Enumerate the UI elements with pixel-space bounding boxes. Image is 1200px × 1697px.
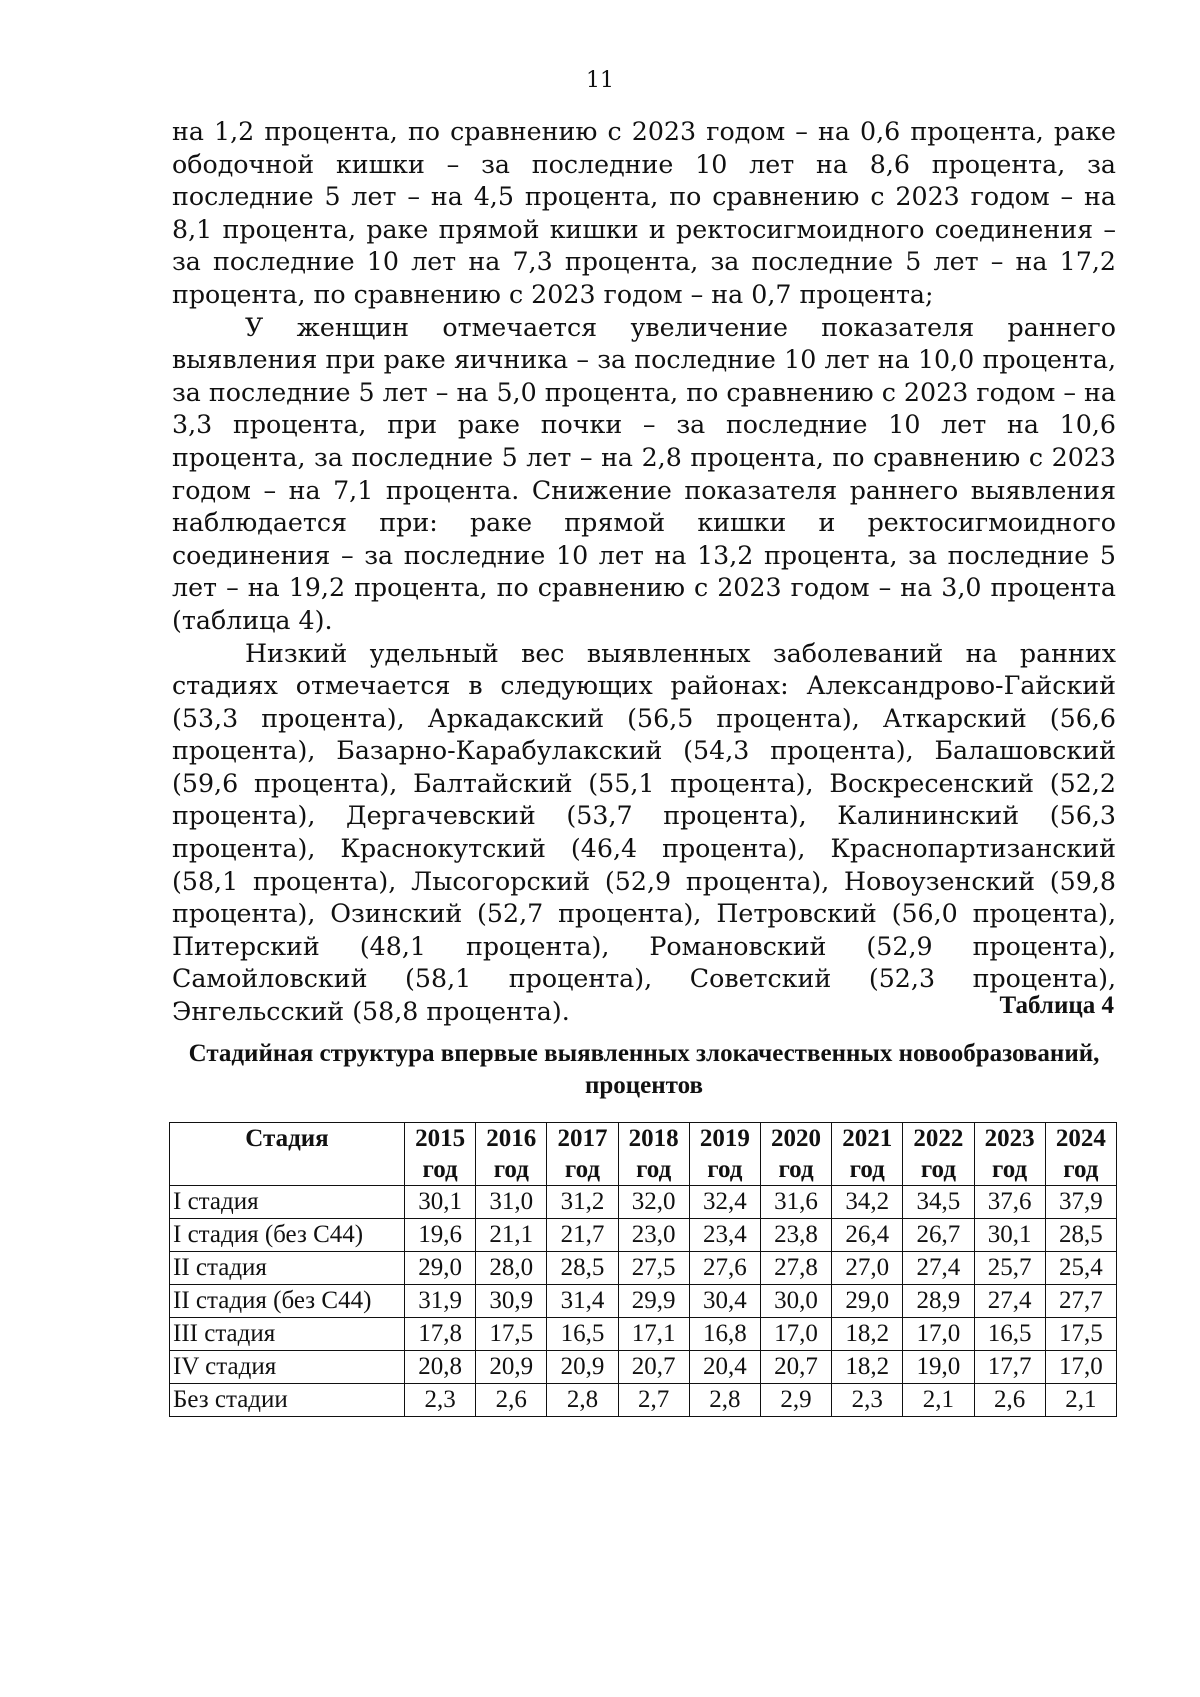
- table-row: [170, 1384, 1117, 1417]
- stage-label: I стадия (без С44): [170, 1219, 405, 1252]
- table-cell: 27,5: [618, 1252, 689, 1285]
- stage-label: I стадия: [170, 1186, 405, 1219]
- table-cell: 23,0: [618, 1219, 689, 1252]
- year-header-2020: [760, 1123, 831, 1186]
- year-header-2017: [547, 1123, 618, 1186]
- table-cell: 28,5: [547, 1252, 618, 1285]
- year-label: 2023: [984, 1125, 1035, 1152]
- stage-structure-table: [169, 1122, 1117, 1417]
- year-header-2019: [689, 1123, 760, 1186]
- table-cell: 16,5: [974, 1318, 1045, 1351]
- year-label: 2015: [415, 1125, 466, 1152]
- table-row: [170, 1252, 1117, 1285]
- year-suffix: год: [920, 1156, 956, 1183]
- paragraph-1: на 1,2 процента, по сравнению с 2023 годом – на 0,6 процента, раке ободочной кишки – за последние 10 лет на 8,6 процента, за последние 5 лет – на 4,5 процента, по сравнению с 2023 годом – на 8,1 процента, раке прямой кишки и ректосигмоидного соединения – за последние 10 лет на 7,3 процента, за последние 5 лет – на 17,2 процента, по сравнению с 2023 годом – на 0,7 процента;: [172, 117, 1116, 309]
- year-suffix: год: [707, 1156, 743, 1183]
- year-suffix: год: [778, 1156, 814, 1183]
- table-header-row: [170, 1123, 1117, 1186]
- table-cell: 30,0: [760, 1285, 831, 1318]
- year-label: 2022: [913, 1125, 964, 1152]
- table-cell: 20,9: [476, 1351, 547, 1384]
- table-cell: 20,7: [760, 1351, 831, 1384]
- table-cell: 2,6: [476, 1384, 547, 1417]
- table-cell: 2,1: [1045, 1384, 1116, 1417]
- year-suffix: год: [636, 1156, 672, 1183]
- table-cell: 2,3: [832, 1384, 903, 1417]
- table-cell: 23,8: [760, 1219, 831, 1252]
- table-cell: 17,8: [405, 1318, 476, 1351]
- stage-column-header: Стадия: [170, 1123, 405, 1186]
- table-cell: 31,0: [476, 1186, 547, 1219]
- table-cell: 27,4: [903, 1252, 974, 1285]
- paragraph-3: Низкий удельный вес выявленных заболеваний на ранних стадиях отмечается в следующих районах: Александрово-Гайский (53,3 процента), Аркадакский (56,5 процента), Аткарский (56,6 процента), Базарно-Карабулакский (54,3 процента), Балашовский (59,6 процента), Балтайский (55,1 процента), Воскресенский (52,2 процента), Дергачевский (53,7 процента), Калининский (56,3 процента), Краснокутский (46,4 процента), Краснопартизанский (58,1 процента), Лысогорский (52,9 процента), Новоузенский (59,8 процента), Озинский (52,7 процента), Петровский (56,0 процента), Питерский (48,1 процента), Романовский (52,9 процента), Самойловский (58,1 процента), Советский (52,3 процента), Энгельсский (58,8 процента).: [172, 638, 1116, 1027]
- table-cell: 30,9: [476, 1285, 547, 1318]
- table-cell: 18,2: [832, 1351, 903, 1384]
- table-cell: 17,0: [760, 1318, 831, 1351]
- year-header-2018: [618, 1123, 689, 1186]
- table-cell: 34,5: [903, 1186, 974, 1219]
- table-cell: 27,8: [760, 1252, 831, 1285]
- year-label: 2020: [771, 1125, 822, 1152]
- table-cell: 27,0: [832, 1252, 903, 1285]
- table-cell: 31,2: [547, 1186, 618, 1219]
- table-row: [170, 1186, 1117, 1219]
- table-cell: 21,7: [547, 1219, 618, 1252]
- table-cell: 28,0: [476, 1252, 547, 1285]
- year-suffix: год: [849, 1156, 885, 1183]
- table-cell: 29,9: [618, 1285, 689, 1318]
- table-cell: 20,8: [405, 1351, 476, 1384]
- table-cell: 37,6: [974, 1186, 1045, 1219]
- year-suffix: год: [1063, 1156, 1099, 1183]
- table-cell: 29,0: [832, 1285, 903, 1318]
- table-cell: 17,5: [1045, 1318, 1116, 1351]
- table-cell: 34,2: [832, 1186, 903, 1219]
- table-cell: 17,5: [476, 1318, 547, 1351]
- year-suffix: год: [564, 1156, 601, 1183]
- table-cell: 30,1: [405, 1186, 476, 1219]
- table-label: Таблица 4: [999, 992, 1114, 1019]
- table-cell: 2,8: [689, 1384, 760, 1417]
- table-cell: 29,0: [405, 1252, 476, 1285]
- table-cell: 31,6: [760, 1186, 831, 1219]
- table-cell: 20,4: [689, 1351, 760, 1384]
- year-suffix: год: [422, 1156, 458, 1183]
- table-cell: 19,6: [405, 1219, 476, 1252]
- table-cell: 2,7: [618, 1384, 689, 1417]
- year-suffix: год: [992, 1156, 1028, 1183]
- table-cell: 37,9: [1045, 1186, 1116, 1219]
- year-label: 2019: [699, 1125, 750, 1152]
- year-label: 2017: [557, 1125, 608, 1152]
- table-cell: 30,4: [689, 1285, 760, 1318]
- year-label: 2016: [486, 1125, 537, 1152]
- year-header-2022: [903, 1123, 974, 1186]
- table-cell: 18,2: [832, 1318, 903, 1351]
- year-suffix: год: [493, 1156, 529, 1183]
- table-cell: 27,4: [974, 1285, 1045, 1318]
- table-row: [170, 1318, 1117, 1351]
- stage-label: Без стадии: [170, 1384, 405, 1417]
- table-cell: 26,7: [903, 1219, 974, 1252]
- table-row: [170, 1351, 1117, 1384]
- table-cell: 16,8: [689, 1318, 760, 1351]
- table-cell: 31,9: [405, 1285, 476, 1318]
- year-header-2015: [405, 1123, 476, 1186]
- table-cell: 31,4: [547, 1285, 618, 1318]
- table-cell: 2,3: [405, 1384, 476, 1417]
- table-cell: 20,7: [618, 1351, 689, 1384]
- stage-label: IV стадия: [170, 1351, 405, 1384]
- table-cell: 26,4: [832, 1219, 903, 1252]
- table-cell: 32,0: [618, 1186, 689, 1219]
- table-cell: 25,7: [974, 1252, 1045, 1285]
- year-label: 2021: [842, 1125, 893, 1152]
- paragraph-2: У женщин отмечается увеличение показателя раннего выявления при раке яичника – за последние 10 лет на 10,0 процента, за последние 5 лет – на 5,0 процента, по сравнению с 2023 годом – на 3,3 процента, при раке почки – за последние 10 лет на 10,6 процента, за последние 5 лет – на 2,8 процента, по сравнению с 2023 годом – на 7,1 процента. Снижение показателя раннего выявления наблюдается при: раке прямой кишки и ректосигмоидного соединения – за последние 10 лет на 13,2 процента, за последние 5 лет – на 19,2 процента, по сравнению с 2023 годом – на 3,0 процента (таблица 4).: [172, 312, 1116, 635]
- table-cell: 17,0: [1045, 1351, 1116, 1384]
- table-cell: 19,0: [903, 1351, 974, 1384]
- year-header-2023: [974, 1123, 1045, 1186]
- year-label: 2018: [628, 1125, 679, 1152]
- year-label: 2024: [1055, 1125, 1106, 1152]
- table-cell: 17,7: [974, 1351, 1045, 1384]
- table-cell: 2,8: [547, 1384, 618, 1417]
- table-cell: 16,5: [547, 1318, 618, 1351]
- table-title: Стадийная структура впервые выявленных злокачественных новообразований, процентов: [188, 1040, 1100, 1099]
- table-cell: 23,4: [689, 1219, 760, 1252]
- table-cell: 32,4: [689, 1186, 760, 1219]
- table-cell: 28,9: [903, 1285, 974, 1318]
- table-cell: 2,9: [760, 1384, 831, 1417]
- table-cell: 27,7: [1045, 1285, 1116, 1318]
- stage-label: II стадия: [170, 1252, 405, 1285]
- table-cell: 27,6: [689, 1252, 760, 1285]
- stage-label: III стадия: [170, 1318, 405, 1351]
- table-cell: 28,5: [1045, 1219, 1116, 1252]
- table-row: [170, 1219, 1117, 1252]
- stage-label: II стадия (без С44): [170, 1285, 405, 1318]
- table-cell: 21,1: [476, 1219, 547, 1252]
- table-cell: 2,1: [903, 1384, 974, 1417]
- year-header-2021: [832, 1123, 903, 1186]
- table-cell: 17,0: [903, 1318, 974, 1351]
- page-number: 11: [586, 68, 614, 93]
- table-cell: 17,1: [618, 1318, 689, 1351]
- year-header-2016: [476, 1123, 547, 1186]
- table-cell: 30,1: [974, 1219, 1045, 1252]
- table-cell: 20,9: [547, 1351, 618, 1384]
- body-text: [172, 116, 1116, 1029]
- table-row: [170, 1285, 1117, 1318]
- table-cell: 25,4: [1045, 1252, 1116, 1285]
- year-header-2024: [1045, 1123, 1116, 1186]
- table-cell: 2,6: [974, 1384, 1045, 1417]
